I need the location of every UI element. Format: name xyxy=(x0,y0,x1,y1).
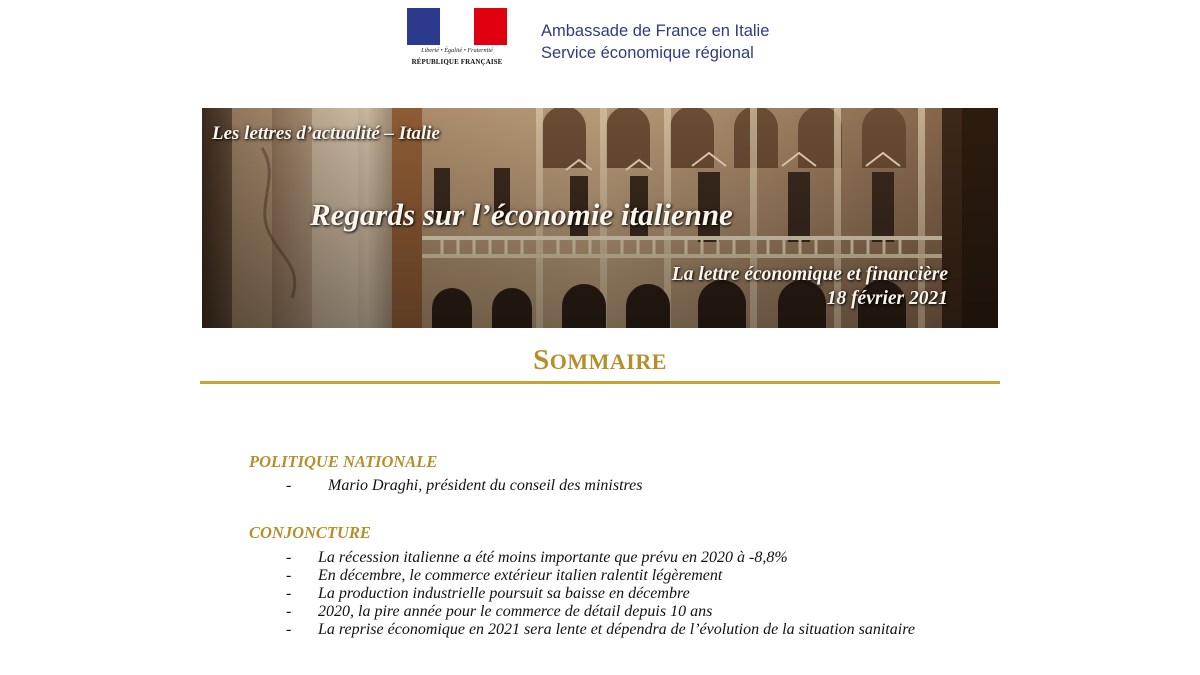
list-item-text: La reprise économique en 2021 sera lente et dépendra de l’évolution de la situation sanitaire xyxy=(318,621,915,638)
section-list-conjoncture xyxy=(286,549,978,639)
list-item xyxy=(286,585,978,603)
republic-name: RÉPUBLIQUE FRANÇAISE xyxy=(411,58,503,66)
summary-heading-initial: S xyxy=(533,344,550,376)
list-item-text: En décembre, le commerce extérieur italien ralentit légèrement xyxy=(318,567,723,584)
newsletter-series: Les lettres d’actualité – Italie xyxy=(212,123,440,144)
list-item xyxy=(286,603,978,621)
bullet-dash: - xyxy=(286,549,292,566)
service-name: Service économique régional xyxy=(541,44,754,62)
section-title-politique: POLITIQUE NATIONALE xyxy=(249,452,438,471)
list-item xyxy=(286,549,978,567)
french-flag-icon xyxy=(407,8,507,45)
summary-heading xyxy=(200,344,1000,377)
newsletter-date: 18 février 2021 xyxy=(826,288,948,309)
bullet-dash: - xyxy=(286,585,292,602)
list-item-text: La récession italienne a été moins importante que prévu en 2020 à -8,8% xyxy=(318,549,788,566)
republic-motto: Liberté • Égalité • Fraternité xyxy=(421,47,493,54)
bullet-dash: - xyxy=(286,621,292,638)
newsletter-subtitle: La lettre économique et financière xyxy=(671,264,948,285)
list-item-text: Mario Draghi, président du conseil des ministres xyxy=(328,477,643,494)
list-item xyxy=(286,621,978,639)
section-list-politique xyxy=(286,477,643,495)
summary-divider xyxy=(200,381,1000,384)
republique-francaise-logo xyxy=(404,8,510,70)
summary-heading-rest: OMMAIRE xyxy=(549,349,667,374)
bullet-dash: - xyxy=(286,477,292,494)
list-item xyxy=(286,477,643,495)
bullet-dash: - xyxy=(286,603,292,620)
cover-banner xyxy=(202,108,998,328)
list-item-text: La production industrielle poursuit sa baisse en décembre xyxy=(318,585,690,602)
newsletter-title: Regards sur l’économie italienne xyxy=(310,197,733,232)
list-item-text: 2020, la pire année pour le commerce de détail depuis 10 ans xyxy=(318,603,713,620)
marianne-profile-icon xyxy=(437,10,479,44)
embassy-name: Ambassade de France en Italie xyxy=(541,22,770,40)
list-item xyxy=(286,567,978,585)
bullet-dash: - xyxy=(286,567,292,584)
organization-block xyxy=(541,20,769,64)
section-title-conjoncture: CONJONCTURE xyxy=(249,523,371,542)
